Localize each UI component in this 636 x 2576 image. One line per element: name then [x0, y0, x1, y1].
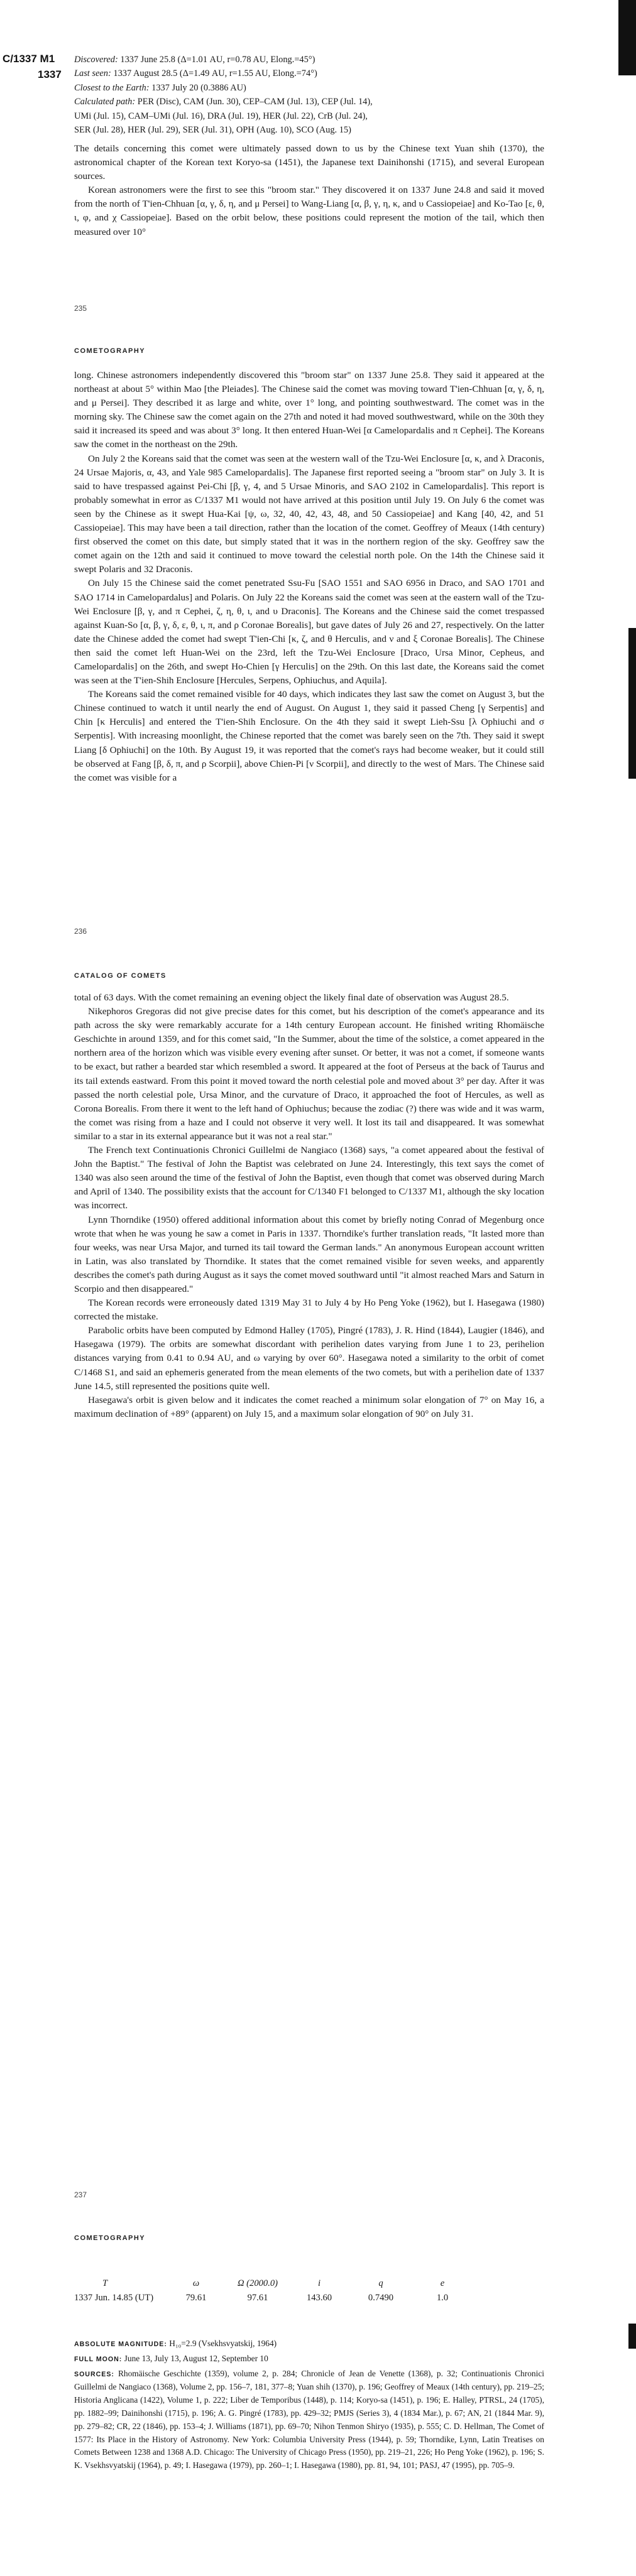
paragraph: Parabolic orbits have been computed by Edmond Halley (1705), Pingré (1783), J. R. Hind (1844), Laugier (1846), and Hasegawa (1979). The orbits are somewhat discordant with perihelion dates varying from June 1 to 23, perihelion distances varying from 0.41 to 0.94 AU, and ω varying by over 60°. Hasegawa noted a similarity to the orbit of comet C/1468 S1, and said an ephemeris generated from the mean elements of the two comets, but with a perihelion date of 1337 June 14.5, still represented the positions quite well. — [74, 1325, 544, 1392]
comet-id: C/1337 M1 — [3, 53, 55, 65]
orbit-elements-table — [74, 2278, 527, 2303]
paragraph: The Korean records were erroneously dated 1319 May 31 to July 4 by Ho Peng Yoke (1962), but I. Hasegawa (1980) corrected the mistake. — [74, 1297, 544, 1323]
paragraph: On July 15 the Chinese said the comet penetrated Ssu-Fu [SAO 1551 and SAO 6956 in Draco, and SAO 1701 and SAO 1714 in Camelopardalus] and Polaris. On July 22 the Koreans said the comet was seen at the eastern wall of the Tzu-Wei Enclosure [β, γ, and π Cephei, ζ, η, θ, ι, and υ Draconis]. The Koreans and the Chinese said the comet trespassed against Kuan-So [α, β, γ, δ, ε, θ, ι, π, and ρ Coronae Borealis], but gave dates of July 26 and 27, respectively. On the latter date the Chinese added the comet had swept T'ien-Chi [κ, ζ, and θ Herculis, and ν and ξ Coronae Borealis]. The Chinese then said the comet left Huan-Wei on the 23rd, left the Tzu-Wei Enclosure [Draco, Ursa Minor, Cepheus, and Camelopardalis] on the 26th, and swept Ho-Chien [γ Herculis] on the 29th. On this last date, the Koreans said the comet was seen at the T'ien-Shih Enclosure [Hercules, Serpens, Ophiuchus, and Aquila]. — [74, 578, 544, 686]
paragraph: Hasegawa's orbit is given below and it indicates the comet reached a minimum solar elongation of 7° on May 16, a maximum declination of +89° (apparent) on July 15, and a maximum solar elongation of 90° on July 31. — [74, 1394, 544, 1419]
comet-facts — [74, 53, 546, 137]
paragraph: Lynn Thorndike (1950) offered additional information about this comet by briefly noting Conrad of Megenburg once wrote that when he was young he saw a comet in Paris in 1337. Thorndike's further translation reads, "It lasted more than four weeks, was near Ursa Major, and turned its tail toward the German lands." An anonymous European account written in Latin, was also translated by Thorndike. It states that the comet remained visible for seven weeks, and apparently describes the comet's path during August as it says the comet moved southward until "it almost reached Mars and Saturn in Scorpio and then disappeared." — [74, 1214, 544, 1294]
running-header: COMETOGRAPHY — [74, 347, 146, 355]
fact-line: SER (Jul. 28), HER (Jul. 29), SER (Jul. 31), OPH (Aug. 10), SCO (Aug. 15) — [74, 125, 351, 136]
page-236-body — [74, 369, 544, 785]
paragraph: Nikephoros Gregoras did not give precise dates for this comet, but his description of the comet's appearance and its path across the sky were remarkably accurate for a 14th century European account. He finished writing Rhomäische Geschichte in around 1359, and for this comet said, "In the Summer, about the time of the solstice, a comet appeared in the northern area of the horizon which was visible every evening after sunset. Or better, it was not a comet, if someone wants to be exact, but rather a bearded star which resembled a sword. It appeared at the foot of Perseus at the back of Taurus and its tail extends eastward. From this point it moved toward the north celestial pole and moved about 3° per day. After it was passed the north celestial pole, Ursa Minor, and the curvature of Draco, it approached the foot of Hercules, as well as Corona Borealis. From there it went to the left hand of Ophiuchus; because the zodiac (?) there was wide and it was warm, the comet was rising from a haze and I could not observe it very well. It lost its tail and disappeared. It was somewhat similar to a star in its external appearance but it was not a real star." — [74, 1006, 544, 1142]
paragraph: On July 2 the Koreans said that the comet was seen at the western wall of the Tzu-Wei Enclosure [α, κ, and λ Draconis, 24 Ursae Majoris, α, 43, and Yale 985 Camelopardalis]. The Japanese first reported seeing a "broom star" on July 3. It is said to have trespassed against Pei-Chi [β, γ, 4, and 5 Ursae Minoris, and SAO 2102 in Camelopardalis]. This report is probably somewhat in error as C/1337 M1 would not have arrived at this position until July 19. On July 6 the comet was seen by the Chinese as it swept Hua-Kai [ψ, ω, 32, 40, 42, 43, 48, and 50 Cassiopeiae] and Kang [40, 42, and 51 Cassiopeiae]. This may have been a tail direction, rather than the location of the comet. Geoffrey of Meaux (14th century) first observed the comet on this date, but simply stated that it was in the northern region of the sky. Geoffrey saw the comet again on the 12th and said it continued to move toward the celestial north pole. On the 14th the Chinese said it swept Polaris and 32 Draconis. — [74, 453, 544, 575]
paragraph: The details concerning this comet were ultimately passed down to us by the Chinese text Yuan shih (1370), the astronomical chapter of the Korean text Koryo-sa (1451), the Japanese text Dainihonshi (1715), and several European sources. — [74, 143, 544, 182]
comet-year: 1337 — [38, 68, 62, 80]
page-number: 236 — [74, 927, 87, 936]
fact-line: Last seen: 1337 August 28.5 (Δ=1.49 AU, r=1.55 AU, Elong.=74°) — [74, 68, 317, 79]
sources: SOURCES: Rhomäische Geschichte (1359), volume 2, p. 284; Chronicle of Jean de Venette (1368), p. 32; Continuationis Chronici Guillelmi de Nangiaco (1368), Volume 2, pp. 156–7, 181, 377–8; Yuan shih (1370), p. 196; Geoffrey of Meaux (14th century), pp. 219–25; Historia Anglicana (1422), Volume 1, p. 222; Liber de Temporibus (1448), p. 114; Koryo-sa (1451), p. 196; E. Halley, PTRSL, 24 (1705), pp. 1882–99; Dainihonshi (1715), p. 196; A. G. Pingré (1783), pp. 429–32; PMJS (Series 3), 4 (1834 Mar.), p. 67; AN, 21 (1844 Mar. 9), pp. 279–82; CR, 22 (1846), pp. 153–4; J. Williams (1871), pp. 69–70; Nihon Tenmon Shiryo (1935), p. 555; C. D. Hellman, The Comet of 1577: Its Place in the History of Astronomy. New York: Columbia University Press (1944), p. 59; Thorndike, Lynn, Latin Treatises on Comets Between 1238 and 1368 A.D. Chicago: The University of Chicago Press (1950), pp. 219–21, 226; Ho Peng Yoke (1962), p. 196; S. K. Vsekhsvyatskij (1964), p. 49; I. Hasegawa (1979), pp. 260–1; I. Hasegawa (1980), pp. 81, 94, 101; PASJ, 47 (1995), pp. 705–9. — [74, 2368, 544, 2470]
fact-line: Calculated path: PER (Disc), CAM (Jun. 30), CEP–CAM (Jul. 13), CEP (Jul. 14), — [74, 97, 373, 107]
page-number: 235 — [74, 304, 87, 313]
fact-line: Discovered: 1337 June 25.8 (Δ=1.01 AU, r=0.78 AU, Elong.=45°) — [74, 55, 315, 65]
page-number: 237 — [74, 2190, 87, 2199]
absolute-magnitude: ABSOLUTE MAGNITUDE: H₁₀=2.9 (Vsekhsvyatskij, 1964) — [74, 2339, 277, 2348]
reference-notes — [74, 2337, 544, 2474]
page-235-body — [74, 142, 544, 239]
paragraph: Korean astronomers were the first to see this "broom star." They discovered it on 1337 June 24.8 and said it moved from the north of T'ien-Chhuan [α, γ, δ, η, and μ Persei] to Wang-Liang [α, β, γ, η, κ, and υ Cassiopeiae] and Ko-Tao [ε, θ, ι, φ, and χ Cassiopeiae]. Based on the orbit below, these positions could represent the motion of the tail, which then measured over 10° — [74, 185, 544, 237]
fact-line: Closest to the Earth: 1337 July 20 (0.3886 AU) — [74, 82, 246, 93]
running-header: COMETOGRAPHY — [74, 2234, 146, 2242]
table-row: 1337 Jun. 14.85 (UT) 79.61 97.61 143.60 0.7490 1.0 — [74, 2293, 449, 2303]
edge-mark — [628, 2324, 636, 2349]
paragraph: The Koreans said the comet remained visible for 40 days, which indicates they last saw the comet on August 3, but the Chinese continued to watch it until nearly the end of August. On August 1, they said it passed Cheng [γ Serpentis] and Chin [κ Herculis] and entered the T'ien-Shih Enclosure. On the 4th they said it swept Lieh-Ssu [λ Ophiuchi and σ Serpentis]. With increasing moonlight, the Chinese reported that the comet was barely seen on the 7th. They said it swept Liang [δ Ophiuchi] on the 10th. By August 19, it was reported that the comet's rays had become weaker, but it could still be observed at Fang [β, δ, π, and ρ Scorpii], above Chien-Pi [ν Scorpii], and directly to the west of Mars. The Chinese said the comet was visible for a — [74, 689, 544, 783]
edge-mark — [628, 628, 636, 779]
paragraph: total of 63 days. With the comet remaining an evening object the likely final date of observation was August 28.5. — [74, 992, 509, 1003]
edge-mark — [618, 0, 636, 75]
table-header: T ω Ω (2000.0) i q e — [102, 2278, 445, 2288]
paragraph: The French text Continuationis Chronici Guillelmi de Nangiaco (1368) says, "a comet appeared about the festival of John the Baptist." The festival of John the Baptist was celebrated on June 24. Interestingly, this text says the comet of 1340 was also seen around the time of the festival of John the Baptist, even though that comet was observed during March and April of 1340. The possibility exists that the account for C/1340 F1 belonged to C/1337 M1, although the sky location was incorrect. — [74, 1145, 544, 1211]
page-237-body — [74, 991, 544, 1421]
running-header: CATALOG OF COMETS — [74, 972, 167, 980]
full-moon: FULL MOON: June 13, July 13, August 12, September 10 — [74, 2353, 268, 2363]
paragraph: long. Chinese astronomers independently discovered this "broom star" on 1337 June 25.8. They said it appeared at the northeast at about 5° within Mao [the Pleiades]. The Chinese said the comet was moving toward T'ien-Chhuan [α, γ, δ, η, and μ Persei]. They described it as large and white, over 1° long, and pointing southwestward. The comet was in the morning sky. The Chinese saw the comet again on the 27th and noted it had moved southwestward, while on the 30th they said it increased its speed and was about 3° long. It then entered Huan-Wei [α Camelopardalis and π Cephei]. The Koreans saw the comet in the northeast on the 29th. — [74, 370, 544, 450]
fact-line: UMi (Jul. 15), CAM–UMi (Jul. 16), DRA (Jul. 19), HER (Jul. 22), CrB (Jul. 24), — [74, 111, 368, 121]
